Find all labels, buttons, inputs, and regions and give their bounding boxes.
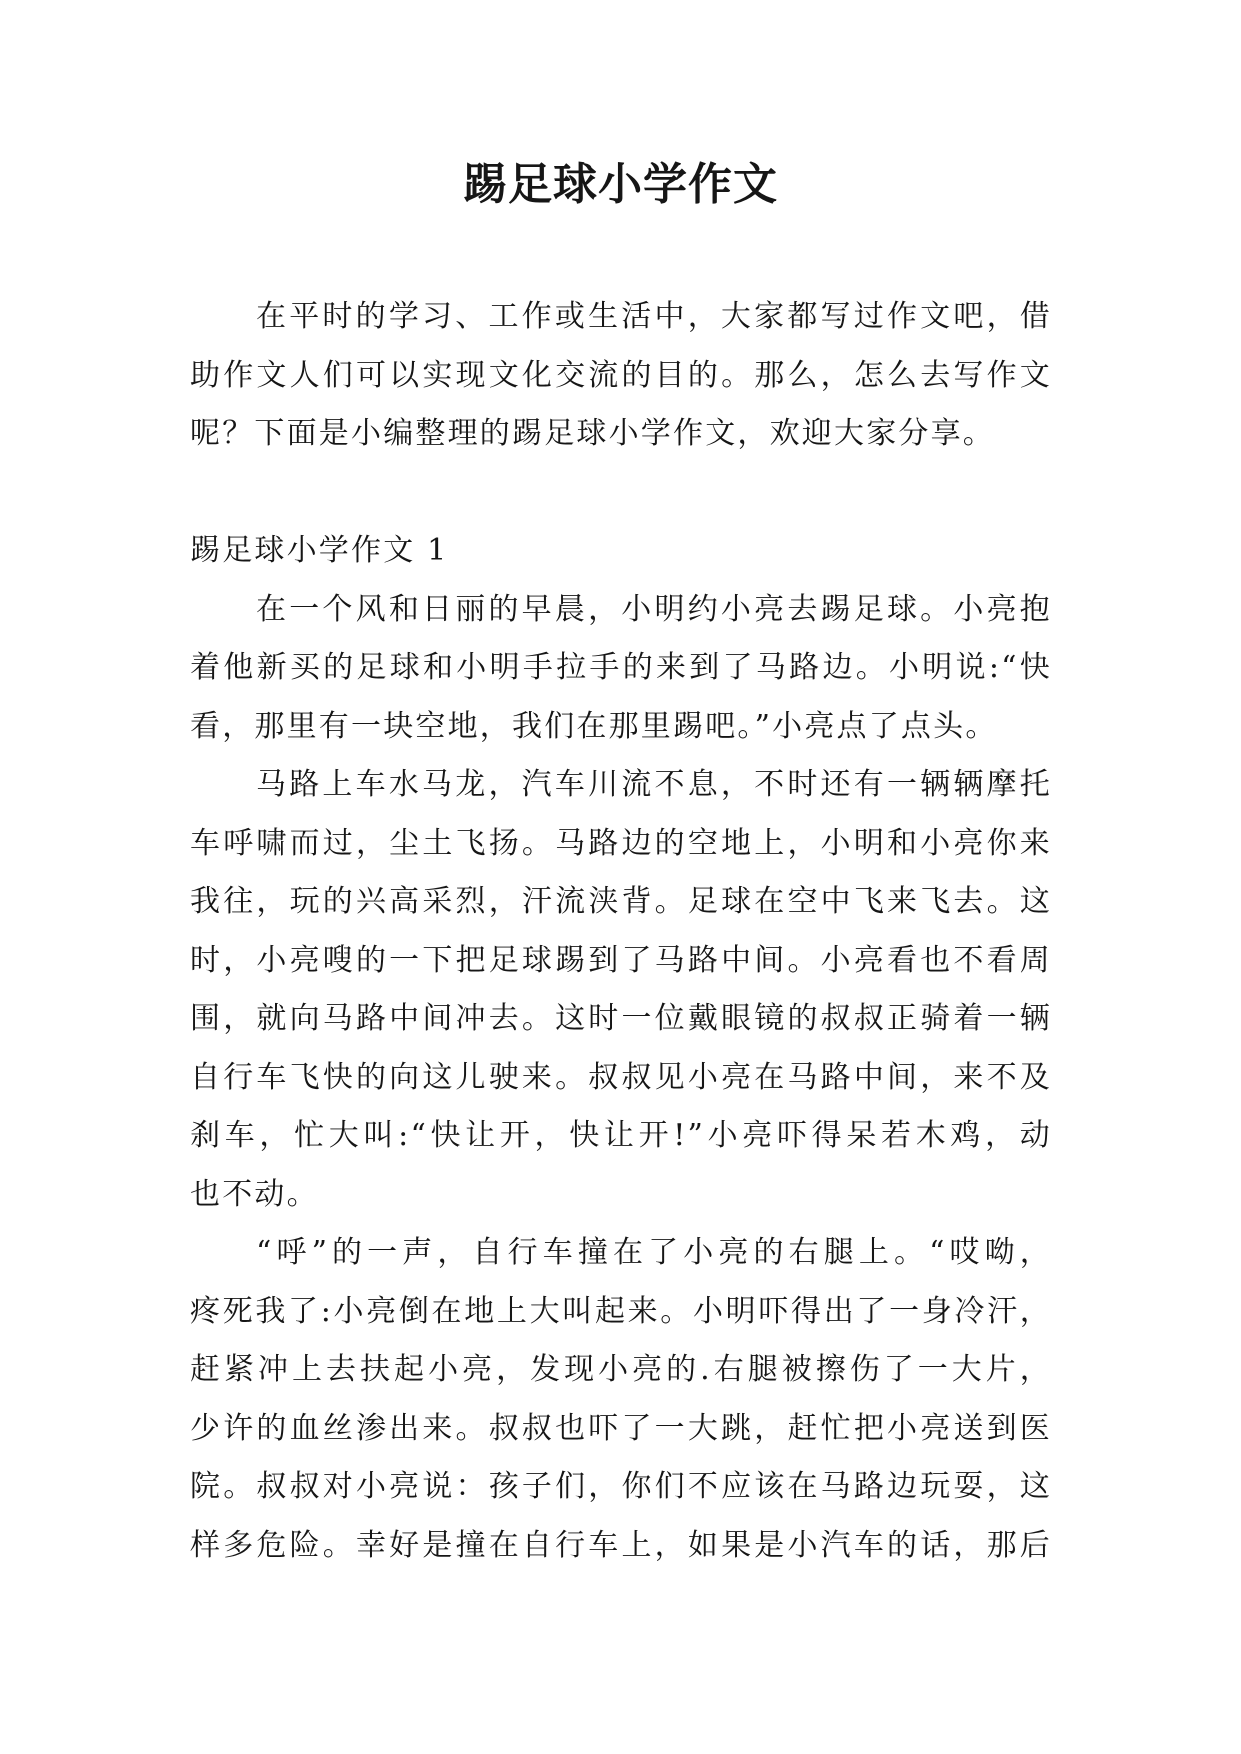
text-line: 刹车，忙大叫:“快让开，快让开!”小亮吓得呆若木鸡，动	[190, 1118, 1052, 1153]
paragraph	[190, 1224, 1052, 1575]
text-line: 在一个风和日丽的早晨，小明约小亮去踢足球。小亮抱	[256, 591, 1052, 627]
section-heading: 踢足球小学作文 1	[190, 533, 449, 568]
text-line: 自行车飞快的向这儿驶来。叔叔见小亮在马路中间，来不及	[190, 1059, 1052, 1095]
text-line: 呢？下面是小编整理的踢足球小学作文，欢迎大家分享。	[190, 416, 995, 451]
text-line: 看，那里有一块空地，我们在那里踢吧。”小亮点了点头。	[190, 708, 998, 744]
text-line: 着他新买的足球和小明手拉手的来到了马路边。小明说:“快	[190, 650, 1052, 685]
text-line: 围，就向马路中间冲去。这时一位戴眼镜的叔叔正骑着一辆	[190, 1001, 1052, 1036]
text-line: 赶紧冲上去扶起小亮，发现小亮的.右腿被擦伤了一大片，	[190, 1352, 1052, 1387]
text-line: 车呼啸而过，尘土飞扬。马路边的空地上，小明和小亮你来	[190, 825, 1052, 861]
text-line: “呼”的一声，自行车撞在了小亮的右腿上。“哎呦，	[256, 1235, 1052, 1270]
text-line: 我往，玩的兴高采烈，汗流浃背。足球在空中飞来飞去。这	[190, 884, 1052, 919]
paragraph-intro	[190, 288, 1052, 464]
text-line: 少许的血丝渗出来。叔叔也吓了一大跳，赶忙把小亮送到医	[190, 1410, 1052, 1446]
text-line: 疼死我了:小亮倒在地上大叫起来。小明吓得出了一身冷汗，	[190, 1293, 1052, 1329]
paragraph	[190, 756, 1052, 1224]
document-body	[190, 288, 1052, 1575]
paragraph	[190, 581, 1052, 757]
document-title: 踢足球小学作文	[463, 159, 778, 210]
text-line: 样多危险。幸好是撞在自行车上，如果是小汽车的话，那后	[190, 1527, 1052, 1563]
text-line: 助作文人们可以实现文化交流的目的。那么，怎么去写作文	[190, 357, 1052, 393]
text-line: 时，小亮嗖的一下把足球踢到了马路中间。小亮看也不看周	[190, 942, 1052, 978]
text-line: 马路上车水马龙，汽车川流不息，不时还有一辆辆摩托	[256, 767, 1052, 802]
text-line: 院。叔叔对小亮说：孩子们，你们不应该在马路边玩耍，这	[190, 1469, 1052, 1504]
text-line: 也不动。	[190, 1176, 319, 1212]
text-line: 在平时的学习、工作或生活中，大家都写过作文吧，借	[256, 299, 1052, 334]
